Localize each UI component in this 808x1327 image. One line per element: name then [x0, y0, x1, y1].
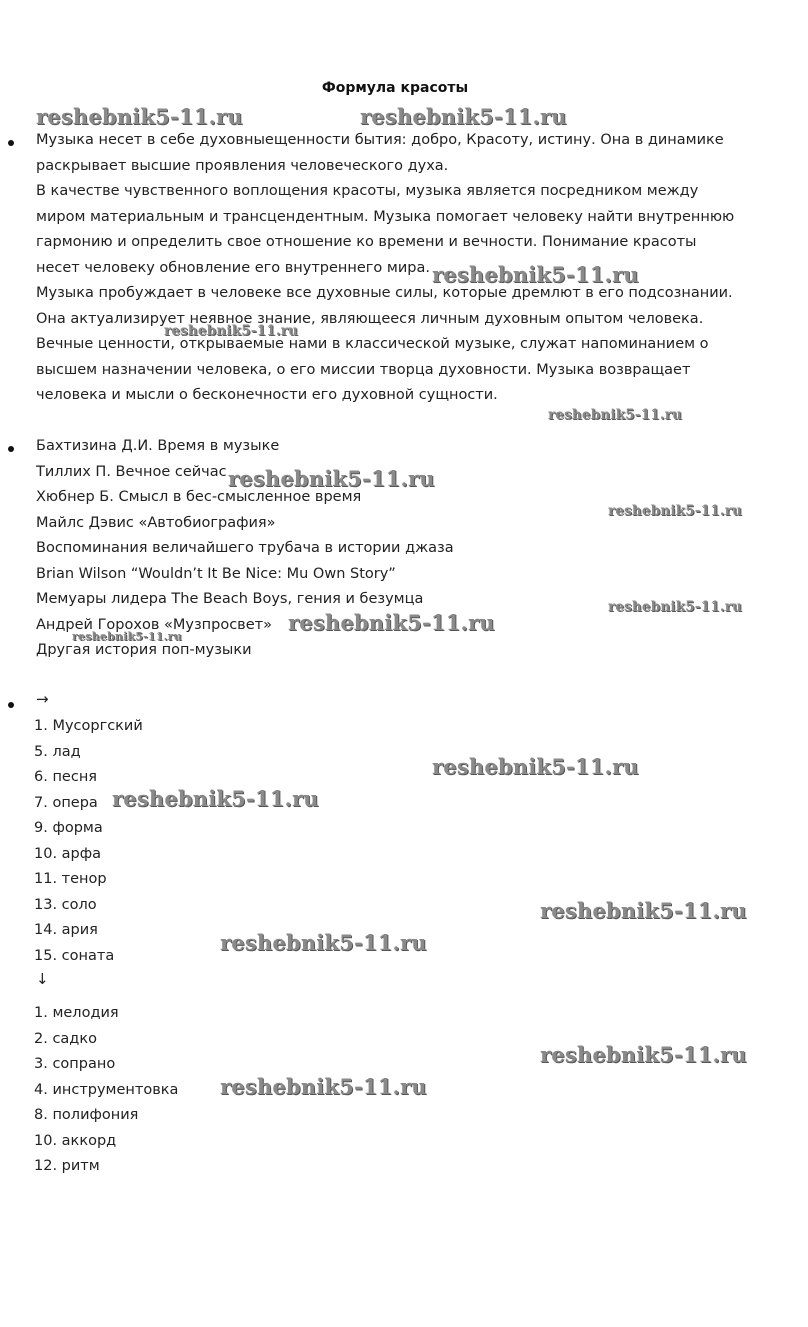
watermark: reshebnik5-11.ru — [432, 754, 639, 779]
paragraph-line: раскрывает высшие проявления человеческого духа. — [36, 157, 449, 174]
paragraph-line: миром материальным и трансцендентным. Музыка помогает человеку найти внутреннюю — [36, 208, 735, 225]
down-answer: 12. ритм — [34, 1158, 100, 1174]
across-answer: 14. ария — [34, 922, 98, 938]
paragraph — [36, 128, 756, 409]
bullet-3 — [8, 702, 14, 708]
down-arrow: ↓ — [36, 970, 49, 988]
across-answer: 13. соло — [34, 896, 97, 913]
book-entry: Другая история поп-музыки — [36, 642, 252, 658]
watermark: reshebnik5-11.ru — [164, 323, 299, 339]
watermark: reshebnik5-11.ru — [540, 898, 747, 923]
watermark: reshebnik5-11.ru — [540, 1042, 747, 1067]
book-entry: Андрей Горохов «Музпросвет» — [36, 616, 272, 633]
down-answer: 2. садко — [34, 1030, 97, 1047]
paragraph-line: человека и мысли о бесконечности его духовной сущности. — [36, 387, 498, 403]
watermark: reshebnik5-11.ru — [608, 503, 743, 519]
watermark: reshebnik5-11.ru — [112, 786, 319, 811]
down-answer: 4. инструментовка — [34, 1081, 179, 1098]
book-entry: Воспоминания величайшего трубача в истории джаза — [36, 540, 454, 556]
book-entry: Хюбнер Б. Смысл в бес-смысленное время — [36, 489, 362, 505]
book-entry: Brian Wilson “Wouldn’t It Be Nice: Mu Own Story” — [36, 565, 396, 582]
paragraph-line: Музыка несет в себе духовныещенности бытия: добро, Красоту, истину. Она в динамике — [36, 132, 724, 148]
across-answer: 9. форма — [34, 820, 103, 836]
bullet-2 — [8, 446, 14, 452]
book-entry: Майлс Дэвис «Автобиография» — [36, 514, 276, 531]
paragraph-line: В качестве чувственного воплощения красоты, музыка является посредником между — [36, 183, 699, 199]
down-answer: 3. сопрано — [34, 1056, 116, 1072]
paragraph-line: Она актуализирует неявное знание, являющееся личным духовным опытом человека. — [36, 310, 704, 327]
watermark: reshebnik5-11.ru — [228, 466, 435, 491]
watermark: reshebnik5-11.ru — [288, 610, 495, 635]
across-answer: 1. Мусоргский — [34, 718, 143, 734]
across-arrow: → — [36, 690, 49, 708]
bullet-1 — [8, 140, 14, 146]
watermark: reshebnik5-11.ru — [608, 599, 743, 615]
paragraph-line: несет человеку обновление его внутреннего мира. — [36, 259, 430, 276]
paragraph-line: Музыка пробуждает в человеке все духовные силы, которые дремлют в его подсознании. — [36, 285, 733, 301]
paragraph-line: гармонию и определить свое отношение ко времени и вечности. Понимание красоты — [36, 234, 697, 250]
across-answer: 7. опера — [34, 794, 98, 811]
across-list — [34, 714, 143, 969]
paragraph-line: высшем назначении человека, о его миссии творца духовности. Музыка возвращает — [36, 361, 691, 378]
watermark: reshebnik5-11.ru — [220, 1074, 427, 1099]
across-answer: 11. тенор — [34, 871, 107, 887]
watermark: reshebnik5-11.ru — [220, 930, 427, 955]
across-answer: 6. песня — [34, 769, 98, 785]
book-entry: Бахтизина Д.И. Время в музыке — [36, 438, 280, 454]
across-answer: 15. соната — [34, 947, 115, 964]
across-answer: 10. арфа — [34, 845, 102, 862]
down-answer: 8. полифония — [34, 1107, 139, 1123]
book-entry: Мемуары лидера The Beach Boys, гения и безумца — [36, 591, 424, 607]
across-answer: 5. лад — [34, 743, 81, 760]
watermark: reshebnik5-11.ru — [432, 262, 639, 287]
watermark: reshebnik5-11.ru — [36, 104, 243, 129]
page-title: Формула красоты — [321, 80, 469, 96]
down-answer: 10. аккорд — [34, 1132, 117, 1149]
watermark: reshebnik5-11.ru — [548, 407, 683, 423]
book-entry: Тиллих П. Вечное сейчас — [36, 463, 227, 480]
down-list — [34, 1001, 178, 1180]
watermark: reshebnik5-11.ru — [360, 104, 567, 129]
down-answer: 1. мелодия — [34, 1005, 119, 1021]
paragraph-line: Вечные ценности, открываемые нами в классической музыке, служат напоминанием о — [36, 336, 709, 352]
watermark: reshebnik5-11.ru — [72, 630, 182, 643]
